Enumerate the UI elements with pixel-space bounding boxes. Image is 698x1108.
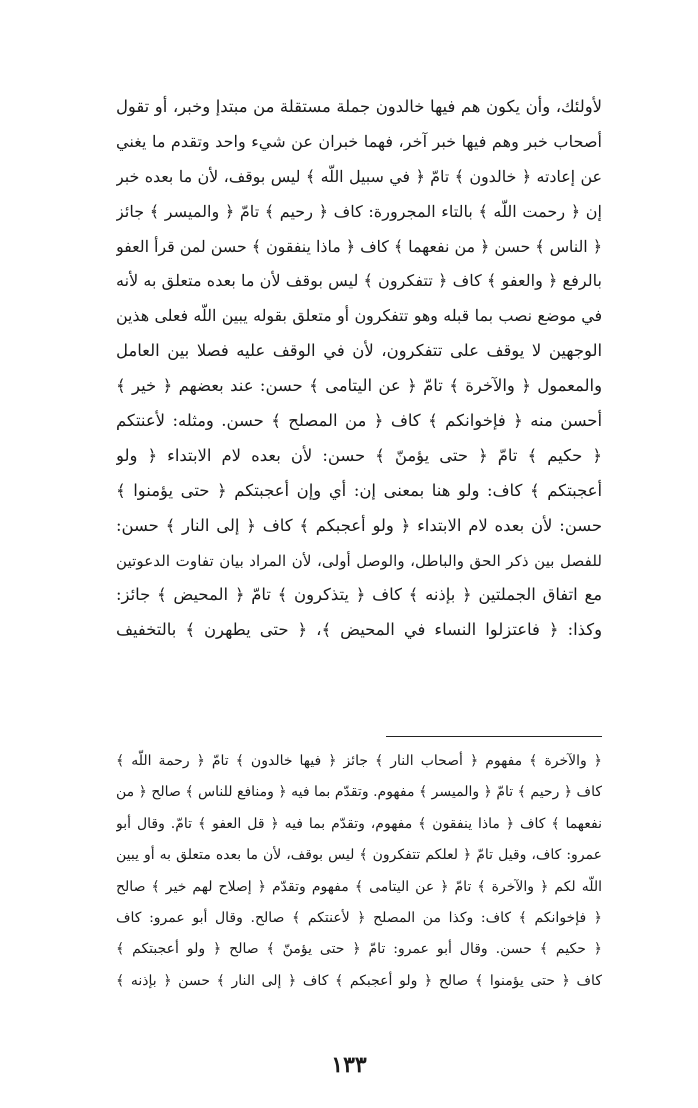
text-line: وكذا: ﴿ فاعتزلوا النساء في المحيض ﴾، ﴿ حتى يطهرن ﴾ بالتخفيف [116, 620, 602, 640]
text-line: ﴿ الناس ﴾ حسن ﴿ من نفعهما ﴾ كاف ﴿ ماذا ينفقون ﴾ حسن لمن قرأ العفو [116, 236, 602, 256]
footnote-line: نفعهما ﴾ كاف ﴿ ماذا ينفقون ﴾ مفهوم، وتقدّم بما فيه ﴿ قل العفو ﴾ تامّ. وقال أبو [116, 815, 602, 832]
text-line: في موضع نصب بما قبله وهو تتفكرون أو متعلق بقوله يبين اللّه فعلى هذين [116, 306, 602, 326]
text-line: والمعمول ﴿ والآخرة ﴾ تامّ ﴿ عن اليتامى ﴾ حسن: عند بعضهم ﴿ خير ﴾ [116, 376, 602, 396]
footnote-block [116, 746, 602, 997]
page-number: ١٣٣ [331, 1052, 367, 1078]
footnote-separator [386, 736, 602, 737]
text-line: بالرفع ﴿ والعفو ﴾ كاف ﴿ تتفكرون ﴾ ليس بوقف لأن ما بعده متعلق به لأنه [116, 271, 602, 291]
footnote-line: ﴿ فإخوانكم ﴾ كاف: وكذا من المصلح ﴿ لأعنتكم ﴾ صالح. وقال أبو عمرو: كاف [116, 909, 602, 926]
text-line: عن إعادته ﴿ خالدون ﴾ تامّ ﴿ في سبيل اللّه ﴾ ليس بوقف، لأن ما بعده خبر [116, 166, 602, 186]
text-line: مع اتفاق الجملتين ﴿ بإذنه ﴾ كاف ﴿ يتذكرون ﴾ تامّ ﴿ المحيض ﴾ جائز: [116, 585, 602, 605]
footnote-line: ﴿ والآخرة ﴾ مفهوم ﴿ أصحاب النار ﴾ جائز ﴿ فيها خالدون ﴾ تامّ ﴿ رحمة اللّه ﴾ [116, 753, 602, 769]
text-line: ﴿ حكيم ﴾ تامّ ﴿ حتى يؤمنّ ﴾ حسن: لأن بعده لام الابتداء ﴿ ولو [116, 445, 602, 465]
text-line: أعجبتكم ﴾ كاف: ولو هنا بمعنى إن: أي وإن أعجبتكم ﴿ حتى يؤمنوا ﴾ [116, 480, 602, 500]
footnote-line: اللّه لكم ﴿ والآخرة ﴾ تامّ ﴿ عن اليتامى ﴾ مفهوم وتقدّم ﴿ إصلاح لهم خير ﴾ صالح [116, 878, 602, 895]
footnote-line: كاف ﴿ حتى يؤمنوا ﴾ صالح ﴿ ولو أعجبكم ﴾ كاف ﴿ إلى النار ﴾ حسن ﴿ بإذنه ﴾ [116, 972, 602, 989]
text-line: أحسن منه ﴿ فإخوانكم ﴾ كاف ﴿ من المصلح ﴾ حسن. ومثله: لأعنتكم [116, 411, 602, 431]
text-line: للفصل بين ذكر الحق والباطل، والوصل أولى، لأن المراد بيان تفاوت الدعوتين [116, 551, 602, 570]
text-line: الوجهين لا يوقف على تتفكرون، لأن في الوقف عليه فصلا بين العامل [116, 341, 602, 361]
text-line: لأولئك، وأن يكون هم فيها خالدون جملة مستقلة من مبتدإ وخبر، أو تقول [116, 97, 602, 116]
text-line: حسن: لأن بعده لام الابتداء ﴿ ولو أعجبكم ﴾ كاف ﴿ إلى النار ﴾ حسن: [116, 515, 602, 535]
footnote-line: ﴿ حكيم ﴾ حسن. وقال أبو عمرو: تامّ ﴿ حتى يؤمنّ ﴾ صالح ﴿ ولو أعجبتكم ﴾ [116, 941, 602, 958]
text-line: إن ﴿ رحمت اللّه ﴾ بالتاء المجرورة: كاف ﴿ رحيم ﴾ تامّ ﴿ والميسر ﴾ جائز [116, 201, 602, 221]
footnote-line: كاف ﴿ رحيم ﴾ تامّ ﴿ والميسر ﴾ مفهوم. وتقدّم بما فيه ﴿ ومنافع للناس ﴾ صالح ﴿ من [116, 784, 602, 801]
footnote-line: عمرو: كاف، وقيل تامّ ﴿ لعلكم تتفكرون ﴾ ليس بوقف، لأن ما بعده متعلق به أو يبين [116, 847, 602, 864]
text-line: أصحاب خبر وهم فيها خبر آخر، فهما خبران عن شيء واحد وتقدم ما يغني [116, 131, 602, 151]
main-text-block [116, 90, 602, 648]
